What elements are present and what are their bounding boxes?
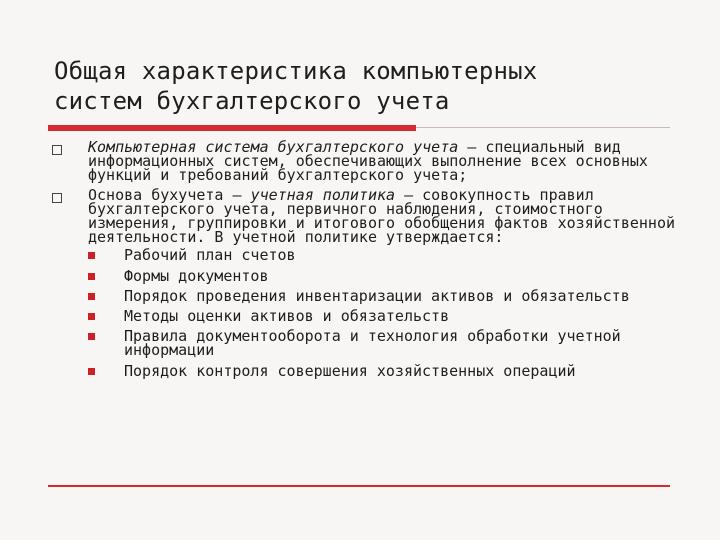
- red-square-bullet-icon: [88, 273, 95, 280]
- definition-text: – специальный вид информационных систем, обеспечивающих выполнение всех основных функций и требований бухгалтерского учета;: [88, 138, 648, 185]
- footer-rule: [48, 485, 670, 487]
- title-underline-thick: [48, 125, 416, 131]
- list-item: [88, 327, 682, 360]
- slide-title-line-1: Общая характеристика компьютерных: [54, 57, 538, 85]
- red-square-bullet-icon: [88, 313, 95, 320]
- definition-text: – совокупность правил бухгалтерского учета, первичного наблюдения, стоимостного измерения, группировки и итогового обобщения фактов хозяйственной деятельности. В учетной политике утверждается:: [88, 185, 675, 247]
- list-item: [88, 286, 682, 305]
- term-computer-system: Компьютерная система бухгалтерского учета: [88, 138, 459, 156]
- list-item-text: Правила документооборота и технология обработки учетной информации: [124, 327, 621, 360]
- list-item: [88, 361, 682, 380]
- slide-body: [52, 140, 682, 384]
- hollow-square-bullet-icon: [52, 193, 62, 203]
- list-item: [88, 307, 682, 326]
- slide-title-line-2: систем бухгалтерского учета: [54, 87, 450, 115]
- hollow-square-bullet-icon: [52, 145, 62, 155]
- bullet-item-accounting-policy: [52, 185, 682, 380]
- policy-sub-list: [88, 246, 682, 380]
- red-square-bullet-icon: [88, 252, 95, 259]
- red-square-bullet-icon: [88, 333, 95, 340]
- list-item-text: Порядок проведения инвентаризации активов и обязательств: [124, 286, 630, 305]
- list-item-text: Методы оценки активов и обязательств: [124, 307, 450, 326]
- list-item: [88, 246, 682, 265]
- lead-text: Основа бухучета –: [88, 185, 251, 204]
- term-accounting-policy: учетная политика: [250, 185, 396, 204]
- red-square-bullet-icon: [88, 293, 95, 300]
- slide-title: [54, 56, 694, 116]
- list-item: [88, 266, 682, 285]
- red-square-bullet-icon: [88, 368, 95, 375]
- list-item-text: Рабочий план счетов: [124, 246, 296, 265]
- bullet-item-computer-system: [52, 140, 682, 183]
- title-underline-thin: [416, 127, 670, 128]
- list-item-text: Порядок контроля совершения хозяйственных операций: [124, 361, 576, 380]
- list-item-text: Формы документов: [124, 266, 269, 285]
